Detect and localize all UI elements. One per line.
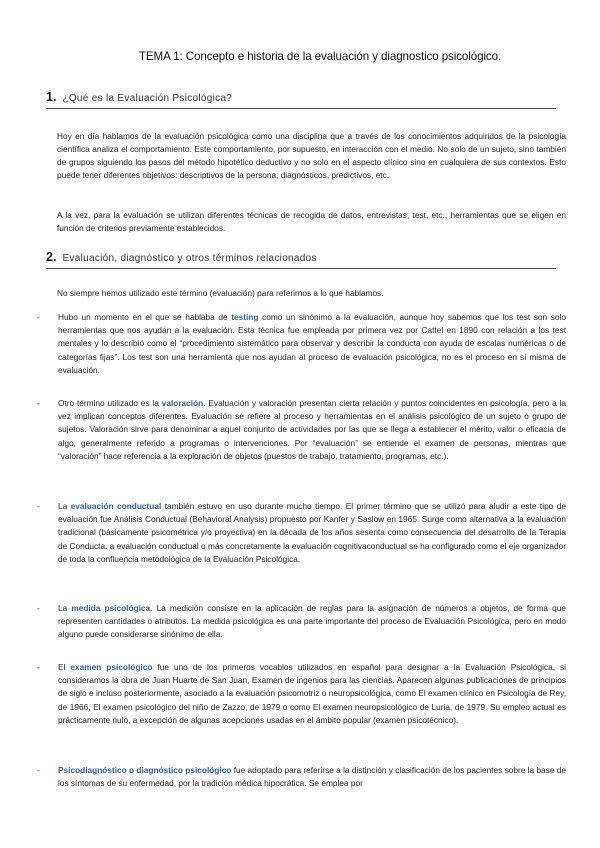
section-title: ¿Qué es la Evaluación Psicológica?	[62, 93, 233, 104]
paragraph-definition: Hoy en día hablamos de la evaluación psicológica como una disciplina que a través de los conocimientos adquiridos de la psicología científica analiza el comportamiento. Este comportamiento, por supuesto, en interacción con el medio. No solo de un sujeto, sino también de grupos siguiendo los pasos del método hipotético deductivo y no solo en el aspecto clínico sino en cualquiera de sus contextos. Esto puede tener diferentes objetivos: descriptivos de la persona, diagnósticos, predictivos, etc.	[57, 131, 566, 180]
highlighted-term: medida psicológica.	[71, 603, 153, 613]
list-item-examen-psicologico	[37, 661, 566, 727]
section-heading-2	[46, 248, 556, 269]
list-dash: -	[37, 312, 40, 322]
paragraph-techniques: A la vez, para la evaluación se utilizan diferentes técnicas de recogida de datos, entrevistas, test, etc., herramientas que se eligen en función de criterios previamente establecidos.	[57, 210, 566, 233]
highlighted-term: evaluación conductual	[70, 501, 162, 511]
section-heading-1	[46, 88, 556, 109]
paragraph-intro: No siempre hemos utilizado este término (evaluación) para referirnos a lo que hablamos.	[57, 288, 384, 298]
list-item-psicodiagnostico	[37, 764, 566, 790]
highlighted-term: testing	[231, 312, 259, 322]
list-item-text: El examen psicológico fue uno de los primeros vocablos utilizados en español para designar a la Evaluación Psicológica, si consideramos la obra de Juan Huarte de San Juan, Examen de ingenios para las ciencias. Aparecen algunas publicaciones de principios de siglo e incluso posteriormente, asociado a la evaluación psicomotriz o neuropsicológica, como El examen clínico en Psicología de Rey, de 1966, El examen psicológico del niño de Zazzo, de 1979 o como El examen neuropsicológico de Luria, de 1979. Su empleo actual es prácticamente nulo, a excepción de algunas acepciones usadas en el ámbito popular (examen psicotécnico).	[58, 662, 566, 725]
list-item-evaluacion-conductual	[37, 500, 566, 566]
list-item-text: La evaluación conductual también estuvo en uso durante mucho tiempo. El primer término que se utilizó para aludir a este tipo de evaluación fue Análisis Conductual (Behavioral Analysis) propuesto por Kanfer y Saslow en 1965. Surge como alternativa a la evaluación tradicional (básicamente psicométrica y/o proyectiva) en la década de los años sesenta como consecuencia del desarrollo de la Terapia de Conducta. a evaluación conductual o más concretamente la evaluación cognitivaconductual se ha configurado como el eje organizador de toda la confluencia metodológica de la Evaluación Psicológica.	[58, 501, 566, 564]
highlighted-term: examen psicológico	[70, 662, 153, 672]
section-number: 1.	[46, 90, 57, 104]
list-dash: -	[37, 398, 40, 408]
list-dash: -	[37, 765, 40, 775]
list-item-text: Otro término utilizado es la valoración. Evaluación y valoración presentan cierta relación y puntos coincidentes en psicología, pero a la vez implican conceptos diferentes. Evaluación se refiere al proceso y herramientas en el análisis psicológico de un sujeto o grupo de sujetos. Valoración sirve para denominar a aquel conjunto de actividades por las que se llega a establecer el mérito, valor o eficacia de algo, generalmente referido a programas o intervenciones. Por “evaluación” se entiende el examen de personas, mientras que “valoración” hace referencia a la exploración de objetos (puestos de trabajo, tratamiento, programas, etc.).	[58, 398, 566, 461]
list-item-medida-psicologica	[37, 602, 566, 642]
list-dash: -	[37, 501, 40, 511]
list-item-valoracion	[37, 397, 566, 463]
list-dash: -	[37, 603, 40, 613]
highlighted-term: Psicodiagnóstico o diagnóstico psicológico	[58, 765, 232, 775]
highlighted-term: valoración	[161, 398, 204, 408]
document-title: TEMA 1: Concepto e historia de la evaluación y diagnostico psicológico.	[138, 50, 502, 63]
list-item-text: Hubo un momento en el que se hablaba de testing como un sinónimo a la evaluación, aunque hoy sabemos que los test son solo herramientas que nos ayudan a la evaluación. Esta técnica fue empleada por primera vez por Cattel en 1890 con relación a los test mentales y lo describió como el “procedimiento sistemático para observar y describir la conducta con ayuda de escalas numéricas o de categorías fijas”. Los test son una herramienta que nos ayudan al proceso de evaluación psicológica, no es el proceso en sí misma de evaluación.	[58, 312, 566, 375]
section-number: 2.	[46, 250, 57, 264]
list-item-text: Psicodiagnóstico o diagnóstico psicológico fue adoptado para referirse a la distinción y clasificación de los pacientes sobre la base de los síntomas de su enfermedad, por la tradición médica hipocrática. Se emplea por	[58, 765, 566, 789]
list-item-text: La medida psicológica. La medición consiste en la aplicación de reglas para la asignación de números a objetos, de forma que representen cantidades o atributos. La medida psicológica es una parte importante del proceso de Evaluación Psicológica, pero en modo alguno puede considerarse sinónimo de ella.	[58, 603, 566, 640]
section-title: Evaluación, diagnóstico y otros términos relacionados	[62, 253, 317, 264]
list-dash: -	[37, 662, 40, 672]
list-item-testing	[37, 311, 566, 377]
